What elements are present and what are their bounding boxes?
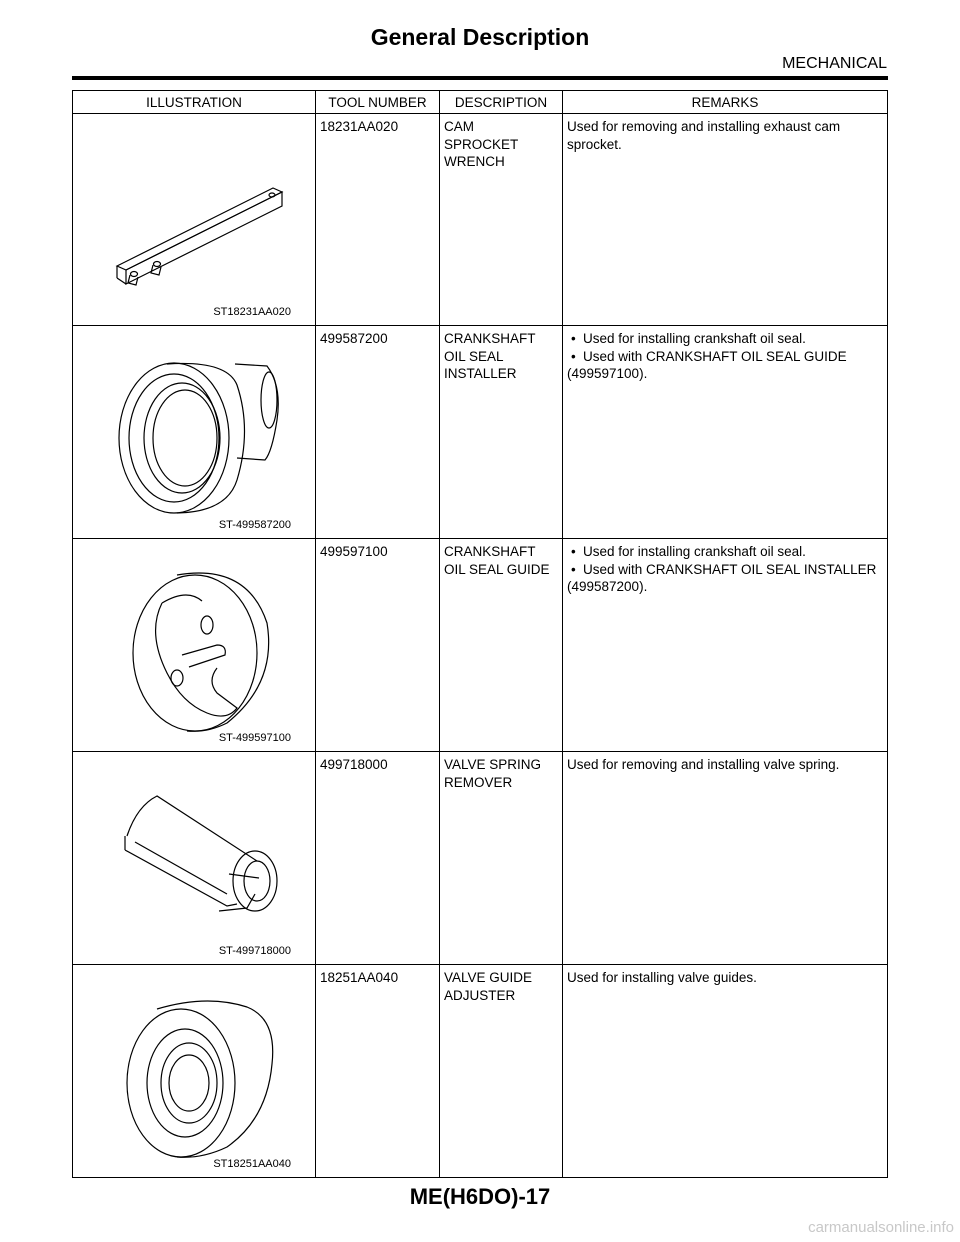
column-header-description: DESCRIPTION [440,91,563,114]
crankshaft-oil-seal-installer-illustration [77,330,320,538]
watermark: carmanualsonline.info [808,1219,954,1236]
column-header-illustration: ILLUSTRATION [73,91,316,114]
description-line: CRANKSHAFT [444,544,536,559]
remarks-cell [563,965,888,1178]
illustration-label: ST-499597100 [218,731,291,744]
description-line: CAM [444,119,474,134]
tool-table [72,90,888,1178]
remarks-text: Used for removing and installing valve spring. [567,757,840,772]
table-row [73,326,888,539]
description-cell [440,114,563,326]
illustration-label: ST-499587200 [218,518,291,531]
remarks-list-item: • Used for installing crankshaft oil seal. [571,331,806,346]
header-rule [72,76,888,80]
illustration-cell [73,539,316,752]
description-line: INSTALLER [444,366,517,381]
illustration-cell [73,114,316,326]
tool-number-cell: 499587200 [316,326,440,539]
valve-spring-remover-illustration [77,756,320,964]
description-line: ADJUSTER [444,987,516,1003]
illustration-label: ST18251AA040 [213,1157,291,1170]
page-title: General Description [370,24,590,50]
remarks-text: Used for removing and installing exhaust cam sprocket. [567,119,841,152]
column-header-remarks: REMARKS [563,91,888,114]
table-header-row [73,91,888,114]
illustration-label: ST18231AA020 [213,305,291,318]
remarks-cell [563,539,888,752]
remarks-text: Used for installing valve guides. [567,970,757,985]
description-cell [440,326,563,539]
table-row [73,539,888,752]
bullet-icon: • [571,331,576,346]
cam-sprocket-wrench-illustration [77,118,320,325]
table-row [73,965,888,1178]
description-line: OIL SEAL GUIDE [444,561,550,577]
column-header-tool-number: TOOL NUMBER [316,91,440,114]
illustration-cell [73,965,316,1178]
illustration-cell [73,752,316,965]
description-line: SPROCKET [444,136,519,152]
bullet-icon: • [571,348,576,364]
table-row [73,752,888,965]
tool-number-cell: 18231AA020 [316,114,440,326]
remarks-cell [563,114,888,326]
remarks-cell [563,752,888,965]
description-line: VALVE SPRING [444,757,542,772]
description-line: VALVE GUIDE [444,970,533,985]
remarks-list-item: • Used with CRANKSHAFT OIL SEAL INSTALLER (499587200). [567,561,877,594]
remarks-cell [563,326,888,539]
description-line: REMOVER [444,774,513,790]
tool-number-cell: 499718000 [316,752,440,965]
illustration-label: ST-499718000 [218,944,291,957]
description-cell [440,752,563,965]
description-line: CRANKSHAFT [444,331,536,346]
crankshaft-oil-seal-guide-illustration [77,543,320,751]
illustration-cell [73,326,316,539]
valve-guide-adjuster-illustration [77,969,320,1177]
remarks-list-item: • Used with CRANKSHAFT OIL SEAL GUIDE (499597100). [567,348,847,381]
table-row [73,114,888,326]
bullet-icon: • [571,544,576,559]
bullet-icon: • [571,561,576,577]
description-line: WRENCH [444,154,505,169]
description-cell [440,539,563,752]
description-line: OIL SEAL [444,348,504,364]
description-cell [440,965,563,1178]
section-label: MECHANICAL [782,55,887,72]
remarks-list-item: • Used for installing crankshaft oil seal. [571,544,806,559]
tool-number-cell: 499597100 [316,539,440,752]
tool-number-cell: 18251AA040 [316,965,440,1178]
page-number: ME(H6DO)-17 [409,1184,551,1209]
